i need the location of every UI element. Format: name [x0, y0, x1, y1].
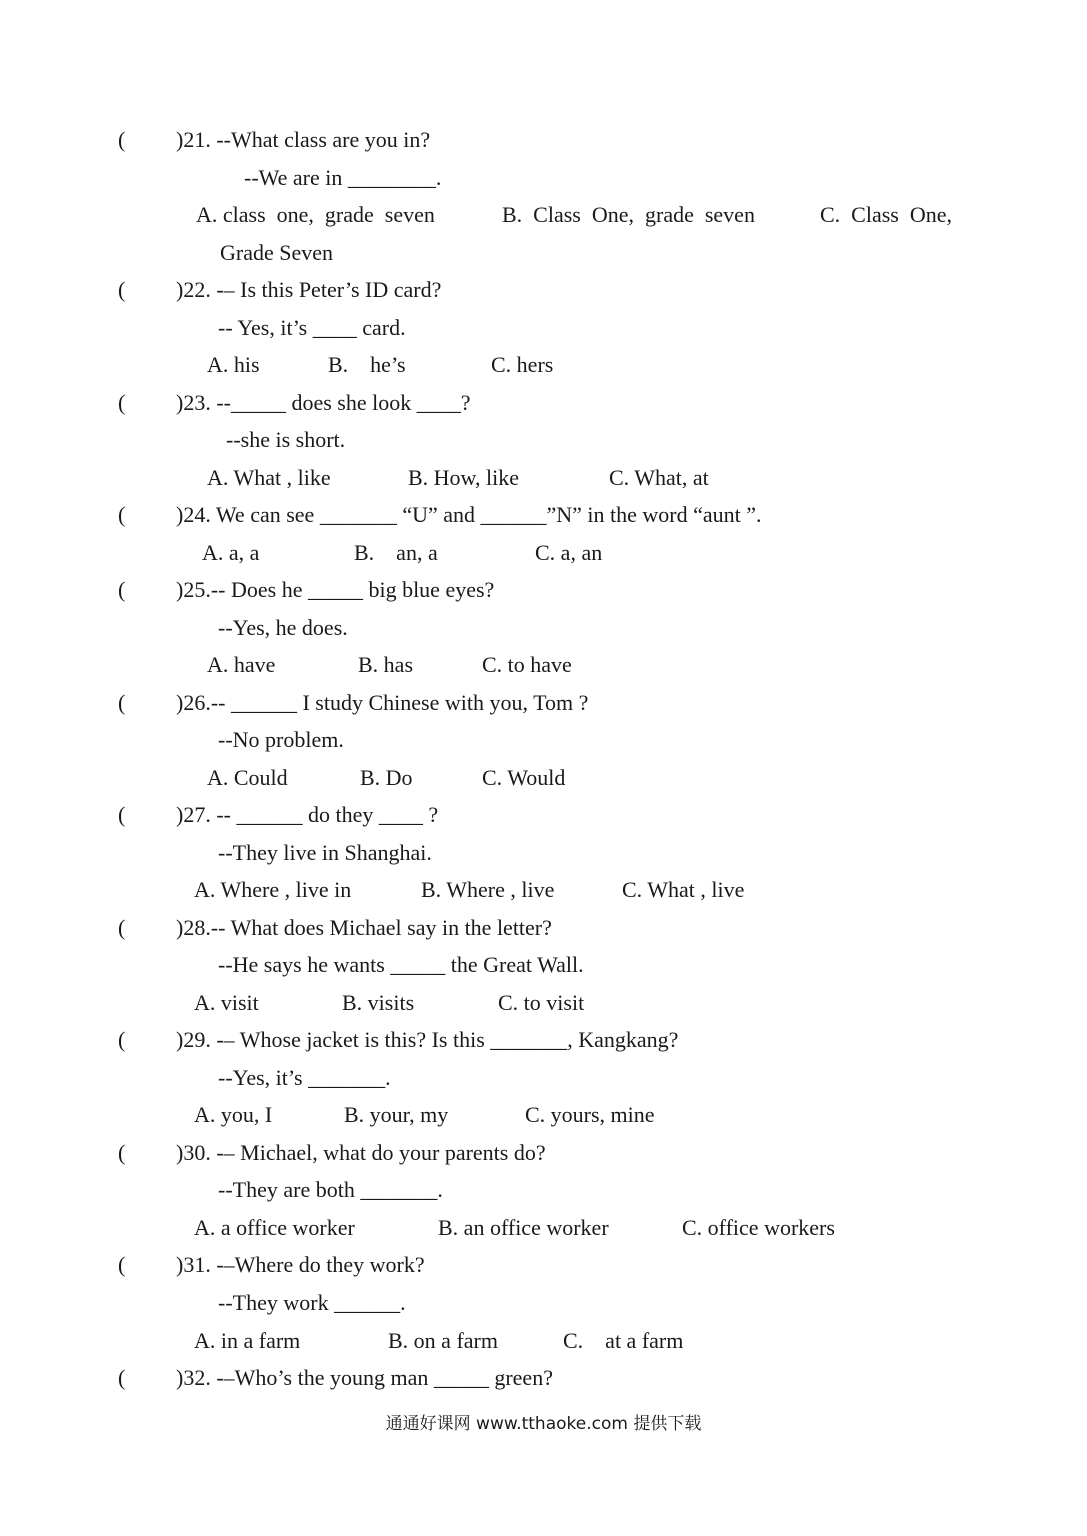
question-25-stem: )25.-- Does he _____ big blue eyes?: [176, 577, 495, 602]
question-22-stem: )22. -– Is this Peter’s ID card?: [176, 277, 442, 302]
question-22-option-c: C. hers: [491, 352, 554, 377]
question-22-option-b: B. he’s: [328, 352, 406, 377]
question-24-stem: )24. We can see _______ “U” and ______”N” in the word “aunt ”.: [176, 502, 762, 527]
question-27-stem: )27. -- ______ do they ____ ?: [176, 802, 439, 827]
question-30-option-a: A. a office worker: [194, 1215, 355, 1240]
question-27-reply: --They live in Shanghai.: [218, 840, 432, 865]
question-29-option-c: C. yours, mine: [525, 1102, 655, 1127]
answer-bracket-23: (: [118, 390, 126, 415]
question-26-stem: )26.-- ______ I study Chinese with you, Tom ?: [176, 690, 589, 715]
question-21-option-c-cont: Grade Seven: [220, 240, 334, 265]
question-30-reply: --They are both _______.: [218, 1177, 443, 1202]
answer-bracket-21: (: [118, 127, 126, 152]
question-31-stem: )31. -–Where do they work?: [176, 1252, 425, 1277]
question-23-stem: )23. --_____ does she look ____?: [176, 390, 471, 415]
question-24-option-b: B. an, a: [354, 540, 438, 565]
question-26-option-a: A. Could: [207, 765, 288, 790]
question-21-reply: --We are in ________.: [244, 165, 442, 190]
question-27-option-a: A. Where , live in: [194, 877, 352, 902]
question-23-option-a: A. What , like: [207, 465, 331, 490]
question-25-reply: --Yes, he does.: [218, 615, 348, 640]
question-21-option-c: C. Class One,: [820, 202, 952, 227]
page-footer: 通通好课网 www.tthaoke.com 提供下载: [385, 1414, 702, 1434]
question-23-reply: --she is short.: [226, 427, 346, 452]
answer-bracket-27: (: [118, 802, 126, 827]
question-22-reply: -- Yes, it’s ____ card.: [218, 315, 406, 340]
question-31-option-a: A. in a farm: [194, 1328, 301, 1353]
question-29-reply: --Yes, it’s _______.: [218, 1065, 391, 1090]
question-25-option-c: C. to have: [482, 652, 572, 677]
question-26-option-b: B. Do: [360, 765, 413, 790]
question-27-option-b: B. Where , live: [421, 877, 555, 902]
question-25-option-a: A. have: [207, 652, 276, 677]
question-21-option-a: A. class one, grade seven: [196, 202, 435, 227]
question-30-option-c: C. office workers: [682, 1215, 835, 1240]
answer-bracket-24: (: [118, 502, 126, 527]
question-29-option-a: A. you, I: [194, 1102, 273, 1127]
answer-bracket-25: (: [118, 577, 126, 602]
question-29-stem: )29. -– Whose jacket is this? Is this _______, Kangkang?: [176, 1027, 679, 1052]
question-28-option-c: C. to visit: [498, 990, 585, 1015]
question-32-stem: )32. -–Who’s the young man _____ green?: [176, 1365, 553, 1390]
question-21-stem: )21. --What class are you in?: [176, 127, 431, 152]
question-30-option-b: B. an office worker: [438, 1215, 609, 1240]
question-26-option-c: C. Would: [482, 765, 566, 790]
question-25-option-b: B. has: [358, 652, 413, 677]
answer-bracket-32: (: [118, 1365, 126, 1390]
question-28-option-a: A. visit: [194, 990, 259, 1015]
answer-bracket-30: (: [118, 1140, 126, 1165]
question-31-option-b: B. on a farm: [388, 1328, 498, 1353]
question-21-option-b: B. Class One, grade seven: [502, 202, 755, 227]
answer-bracket-29: (: [118, 1027, 126, 1052]
question-27-option-c: C. What , live: [622, 877, 745, 902]
question-23-option-b: B. How, like: [408, 465, 520, 490]
question-30-stem: )30. -– Michael, what do your parents do?: [176, 1140, 546, 1165]
question-28-reply: --He says he wants _____ the Great Wall.: [218, 952, 584, 977]
answer-bracket-26: (: [118, 690, 126, 715]
question-31-option-c: C. at a farm: [563, 1328, 684, 1353]
answer-bracket-22: (: [118, 277, 126, 302]
question-28-option-b: B. visits: [342, 990, 415, 1015]
question-22-option-a: A. his: [207, 352, 260, 377]
answer-bracket-28: (: [118, 915, 126, 940]
question-29-option-b: B. your, my: [344, 1102, 449, 1127]
question-23-option-c: C. What, at: [609, 465, 709, 490]
question-31-reply: --They work ______.: [218, 1290, 406, 1315]
question-28-stem: )28.-- What does Michael say in the letter?: [176, 915, 552, 940]
question-26-reply: --No problem.: [218, 727, 344, 752]
question-24-option-c: C. a, an: [535, 540, 603, 565]
question-24-option-a: A. a, a: [202, 540, 260, 565]
answer-bracket-31: (: [118, 1252, 126, 1277]
